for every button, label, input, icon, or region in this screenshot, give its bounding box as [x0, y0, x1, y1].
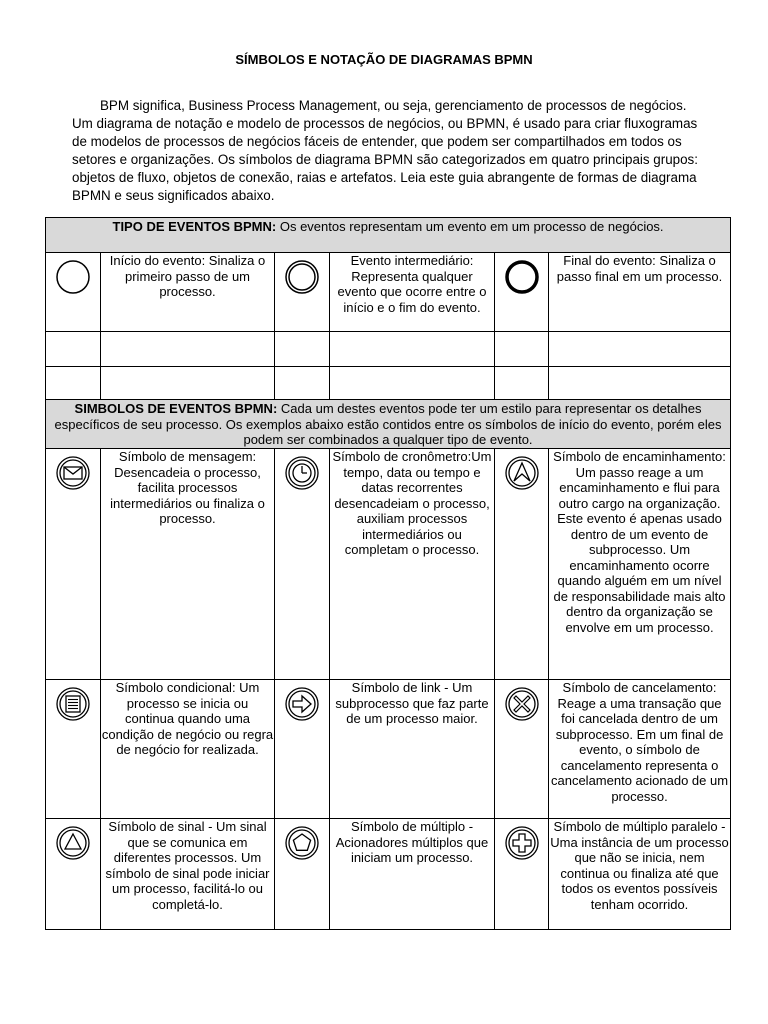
description-cell: Símbolo condicional: Um processo se inicia ou continua quando uma condição de negócio ou regra de negócio for realizada. [101, 680, 275, 819]
symbols-header-row [46, 400, 731, 449]
parallel-multiple-icon [502, 823, 542, 863]
intermediate-event-icon [282, 257, 322, 297]
description-cell: Símbolo de link - Um subprocesso que faz parte de um processo maior. [330, 680, 495, 819]
description-cell: Símbolo de múltiplo paralelo - Uma instância de um processo que não se inicia, nem continua ou finaliza até que todos os eventos possíveis tenham ocorrido. [549, 819, 731, 930]
icon-cell [275, 680, 330, 819]
timer-icon [282, 453, 322, 493]
bpmn-symbols-table [45, 217, 731, 930]
symbols-row [46, 819, 731, 930]
icon-cell [495, 819, 549, 930]
link-icon [282, 684, 322, 724]
icon-cell [275, 253, 330, 332]
events-header [46, 218, 731, 253]
symbols-row [46, 680, 731, 819]
description-cell: Símbolo de cronômetro:Um tempo, data ou tempo e datas recorrentes desencadeiam o processo, auxiliam processos intermediários ou completam o processo. [330, 449, 495, 680]
description-cell: Símbolo de cancelamento: Reage a uma transação que foi cancelada dentro de um subprocesso. Em um final de evento, o símbolo de cancelamento representa o cancelamento acionado de um processo. [549, 680, 731, 819]
icon-cell [46, 253, 101, 332]
events-row [46, 253, 731, 332]
description-cell: Símbolo de múltiplo - Acionadores múltiplos que iniciam um processo. [330, 819, 495, 930]
description-cell: Evento intermediário: Representa qualquer evento que ocorre entre o início e o fim do evento. [330, 253, 495, 332]
events-header-label: TIPO DE EVENTOS BPMN: [112, 219, 277, 234]
page-title: SÍMBOLOS E NOTAÇÃO DE DIAGRAMAS BPMN [235, 52, 533, 67]
signal-icon [53, 823, 93, 863]
cancel-icon [502, 684, 542, 724]
icon-cell [275, 449, 330, 680]
multiple-icon [282, 823, 322, 863]
symbols-header [46, 400, 731, 449]
events-header-text: Os eventos representam um evento em um processo de negócios. [276, 219, 664, 234]
description-cell: Símbolo de encaminhamento: Um passo reage a um encaminhamento e flui para outro cargo na organização. Este evento é apenas usado dentro de um evento de subprocesso. Um encaminhamento ocorre quando alguém em um nível de responsabilidade mais alto dentro da organização se envolve em um processo. [549, 449, 731, 680]
start-event-icon [53, 257, 93, 297]
icon-cell [46, 819, 101, 930]
description-cell: Símbolo de sinal - Um sinal que se comunica em diferentes processos. Um símbolo de sinal pode iniciar um processo, facilitá-lo ou completá-lo. [101, 819, 275, 930]
symbols-header-text: Cada um destes eventos pode ter um estilo para representar os detalhes específicos de seu processo. Os exemplos abaixo estão contidos entre os símbolos de início do evento, porém eles podem ser combinados a qualquer tipo de evento. [54, 401, 722, 447]
icon-cell [275, 819, 330, 930]
escalation-icon [502, 453, 542, 493]
icon-cell [495, 449, 549, 680]
message-icon [53, 453, 93, 493]
description-cell: Símbolo de mensagem: Desencadeia o processo, facilita processos intermediários ou finaliza o processo. [101, 449, 275, 680]
empty-row [46, 367, 731, 400]
symbols-row [46, 449, 731, 680]
icon-cell [495, 253, 549, 332]
description-cell: Início do evento: Sinaliza o primeiro passo de um processo. [101, 253, 275, 332]
end-event-icon [502, 257, 542, 297]
description-cell: Final do evento: Sinaliza o passo final em um processo. [549, 253, 731, 332]
icon-cell [46, 449, 101, 680]
empty-row [46, 332, 731, 367]
icon-cell [495, 680, 549, 819]
intro-paragraph: BPM significa, Business Process Management, ou seja, gerenciamento de processos de negócios. Um diagrama de notação e modelo de processos de negócios, ou BPMN, é usado para criar fluxogramas de modelos de processos de negócios fáceis de entender, que podem ser compartilhados em todos os setores e organizações. Os símbolos de diagrama BPMN são categorizados em quatro principais grupos: objetos de fluxo, objetos de conexão, raias e artefatos. Leia este guia abrangente de formas de diagrama BPMN e seus significados abaixo. [72, 98, 698, 203]
events-header-row [46, 218, 731, 253]
conditional-icon [53, 684, 93, 724]
icon-cell [46, 680, 101, 819]
symbols-header-label: SIMBOLOS DE EVENTOS BPMN: [74, 401, 278, 416]
